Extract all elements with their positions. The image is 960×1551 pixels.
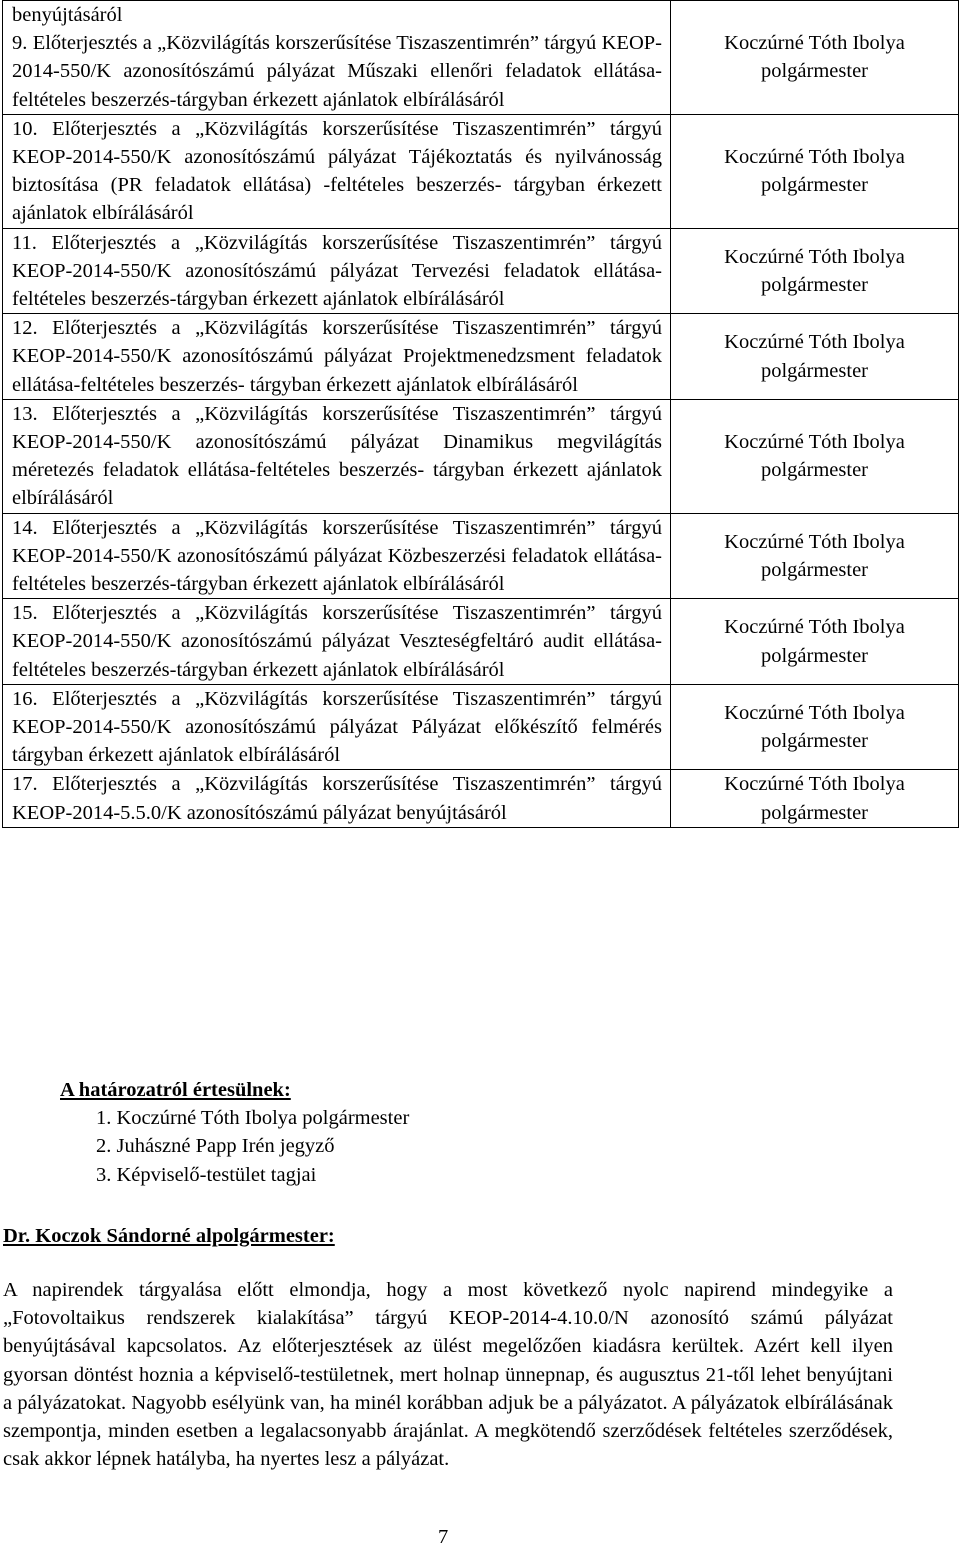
presenter-cell [671,1,959,115]
presenter-role: polgármester [760,558,868,581]
page-number: 7 [438,1526,449,1548]
presenter-name: Koczúrné Tóth Ibolya [724,701,905,724]
speech-paragraph: A napirendek tárgyalása előtt elmondja, hogy a most következő nyolc napirend mindegyike a „Fotovoltaikus rendszerek kialakítása” tárgyú KEOP-2014-4.10.0/N azonosító számú pályázat benyújtásával kapcsolatos. Az előterjesztések az ülést megelőzően kiadásra kerültek. Azért kell ilyen gyorsan döntést hoznia a képviselő-testületnek, mert holnap ünnepnap, és augusztus 21-től lehet benyújtani a pályázatokat. Nagyobb esélyünk van, ha minél korábban adjuk be a pályázatot. A pályázatok elbírálásának szempontja, minden esetben a legalacsonyabb árajánlat. A megkötendő szerződések feltételes szerződések, csak akkor lépnek hatályba, ha nyertes lesz a pályázat. [3,1279,893,1471]
agenda-item-text: 12. Előterjesztés a „Közvilágítás korszerűsítése Tiszaszentimrén” tárgyú KEOP-2014-550/K azonosítószámú pályázat Projektmenedzsment feladatok ellátása-feltételes beszerzés- tárgyban érkezett ajánlatok elbírálásáról [12,317,662,396]
presenter-name: Koczúrné Tóth Ibolya [724,331,905,354]
presenter-role: polgármester [760,359,868,382]
presenter-role: polgármester [760,174,868,197]
recipient-list [60,1104,409,1189]
recipient-item: 1. Koczúrné Tóth Ibolya polgármester [96,1107,410,1130]
presenter-cell [671,228,959,314]
presenter-cell [671,114,959,228]
agenda-item-text: 15. Előterjesztés a „Közvilágítás korszerűsítése Tiszaszentimrén” tárgyú KEOP-2014-550/K azonosítószámú pályázat Veszteségfeltáró audit ellátása-feltételes beszerzés-tárgyban érkezett ajánlatok elbírálásáról [12,602,662,681]
continuation-text: benyújtásáról [12,4,123,26]
agenda-table [2,0,959,828]
presenter-cell [671,770,959,827]
notification-title: A határozatról értesülnek: [60,1079,291,1101]
recipient-item: 2. Juhászné Papp Irén jegyző [96,1135,335,1158]
agenda-row [3,770,959,827]
agenda-item-text: 9. Előterjesztés a „Közvilágítás korszerűsítése Tiszaszentimrén” tárgyú KEOP-2014-550/K azonosítószámú pályázat Műszaki ellenőri feladatok ellátása-feltételes beszerzés-tárgyban érkezett ajánlatok elbírálásáról [12,32,662,111]
presenter-name: Koczúrné Tóth Ibolya [724,431,905,454]
agenda-item-cell [3,1,671,115]
agenda-item-cell [3,399,671,513]
agenda-item-text: 16. Előterjesztés a „Közvilágítás korszerűsítése Tiszaszentimrén” tárgyú KEOP-2014-550/K azonosítószámú pályázat Pályázat előkészítő felmérés tárgyban érkezett ajánlatok elbírálásáról [12,687,662,767]
agenda-item-text: 11. Előterjesztés a „Közvilágítás korszerűsítése Tiszaszentimrén” tárgyú KEOP-2014-550/K azonosítószámú pályázat Tervezési feladatok ellátása-feltételes beszerzés-tárgyban érkezett ajánlatok elbírálásáról [12,231,662,311]
presenter-role: polgármester [760,644,868,667]
agenda-item-cell [3,228,671,314]
agenda-item-cell [3,513,671,599]
agenda-row [3,228,959,314]
presenter-role: polgármester [760,273,868,296]
agenda-row [3,513,959,599]
presenter-name: Koczúrné Tóth Ibolya [724,32,905,55]
presenter-role: polgármester [760,459,868,482]
agenda-row [3,399,959,513]
presenter-name: Koczúrné Tóth Ibolya [724,146,905,169]
agenda-item-text: 17. Előterjesztés a „Közvilágítás korszerűsítése Tiszaszentimrén” tárgyú KEOP-2014-5.5.0/K azonosítószámú pályázat benyújtásáról [12,773,662,824]
presenter-cell [671,513,959,599]
agenda-item-text: 14. Előterjesztés a „Közvilágítás korszerűsítése Tiszaszentimrén” tárgyú KEOP-2014-550/K azonosítószámú pályázat Közbeszerzési feladatok ellátása-feltételes beszerzés-tárgyban érkezett ajánlatok elbírálásáról [12,516,662,596]
presenter-role: polgármester [760,730,868,753]
agenda-item-text: 10. Előterjesztés a „Közvilágítás korszerűsítése Tiszaszentimrén” tárgyú KEOP-2014-550/K azonosítószámú pályázat Tájékoztatás és nyilvánosság biztosítása (PR feladatok ellátása) -feltételes beszerzés- tárgyban érkezett ajánlatok elbírálásáról [12,117,662,225]
presenter-name: Koczúrné Tóth Ibolya [724,245,905,268]
presenter-name: Koczúrné Tóth Ibolya [724,616,905,639]
agenda-row [3,314,959,400]
presenter-cell [671,314,959,400]
presenter-name: Koczúrné Tóth Ibolya [724,530,905,553]
presenter-name: Koczúrné Tóth Ibolya [724,773,905,796]
agenda-item-cell [3,114,671,228]
agenda-row [3,1,959,115]
agenda-row [3,114,959,228]
notification-block [60,1076,409,1189]
recipient-item: 3. Képviselő-testület tagjai [96,1163,317,1186]
presenter-role: polgármester [760,801,868,824]
agenda-row [3,599,959,685]
agenda-item-cell [3,684,671,770]
presenter-cell [671,399,959,513]
agenda-item-cell [3,314,671,400]
presenter-role: polgármester [760,60,868,83]
agenda-row [3,684,959,770]
agenda-item-text: 13. Előterjesztés a „Közvilágítás korszerűsítése Tiszaszentimrén” tárgyú KEOP-2014-550/K azonosítószámú pályázat Dinamikus megvilágítás méretezés feladatok ellátása-feltételes beszerzés- tárgyban érkezett ajánlatok elbírálásáról [12,402,662,510]
presenter-cell [671,599,959,685]
agenda-item-cell [3,599,671,685]
agenda-item-cell [3,770,671,827]
presenter-cell [671,684,959,770]
speaker-name: Dr. Koczok Sándorné alpolgármester: [3,1225,335,1247]
